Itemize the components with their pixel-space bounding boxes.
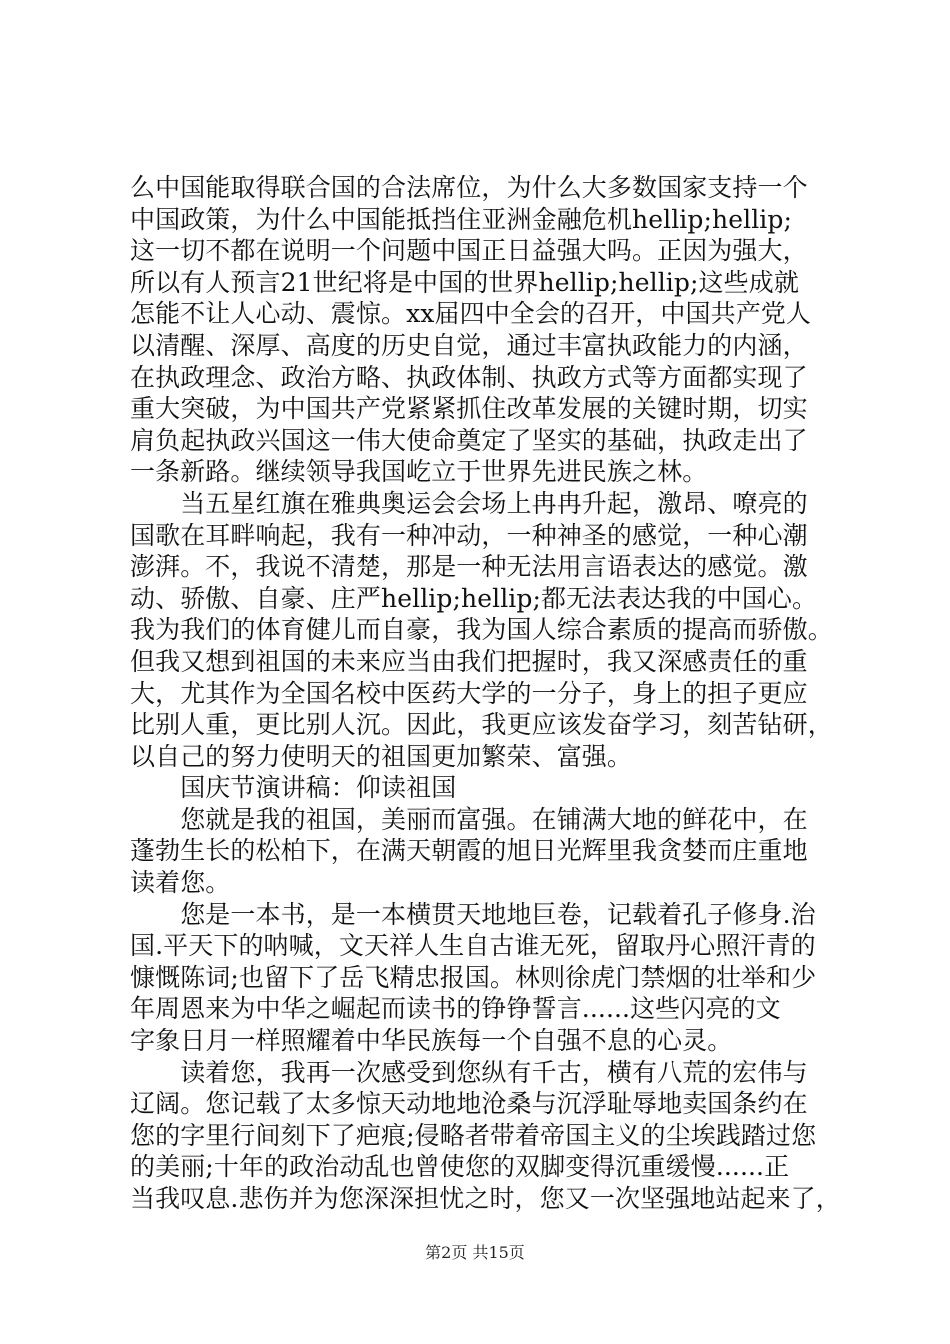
- text-line: 读着您，我再一次感受到您纵有千古，横有八荒的宏伟与: [130, 1057, 808, 1087]
- text-line: 大，尤其作为全国名校中医药大学的一分子，身上的担子更应: [130, 678, 808, 708]
- text-line: 国歌在耳畔响起，我有一种冲动，一种神圣的感觉，一种心潮: [130, 520, 808, 550]
- text-line: 重大突破，为中国共产党紧紧抓住改革发展的关键时期，切实: [130, 394, 808, 424]
- text-line: 以清醒、深厚、高度的历史自觉，通过丰富执政能力的内涵，: [130, 330, 808, 360]
- text-line: 当五星红旗在雅典奥运会会场上冉冉升起，激昂、嘹亮的: [130, 488, 808, 518]
- body-text: [130, 172, 850, 1215]
- text-line: 您是一本书，是一本横贯天地地巨卷，记载着孔子修身.治: [130, 899, 816, 929]
- text-line: 年周恩来为中华之崛起而读书的铮铮誓言......这些闪亮的文: [130, 994, 781, 1024]
- text-line: 读着您。: [130, 868, 231, 898]
- text-line: 辽阔。您记载了太多惊天动地地沧桑与沉浮耻辱地卖国条约在: [130, 1089, 808, 1119]
- text-line: 国庆节演讲稿：仰读祖国: [130, 773, 457, 803]
- text-line: 字象日月一样照耀着中华民族每一个自强不息的心灵。: [130, 1026, 733, 1056]
- text-line: 动、骄傲、自豪、庄严hellip;hellip;都无法表达我的中国心。: [130, 583, 818, 613]
- text-line: 中国政策，为什么中国能抵挡住亚洲金融危机hellip;hellip;: [130, 204, 793, 234]
- text-line: 所以有人预言21世纪将是中国的世界hellip;hellip;这些成就: [130, 267, 799, 297]
- text-line: 肩负起执政兴国这一伟大使命奠定了坚实的基础，执政走出了: [130, 425, 808, 455]
- text-line: 这一切不都在说明一个问题中国正日益强大吗。正因为强大，: [130, 236, 808, 266]
- text-line: 澎湃。不，我说不清楚，那是一种无法用言语表达的感觉。激: [130, 552, 808, 582]
- text-line: 当我叹息.悲伤并为您深深担忧之时，您又一次坚强地站起来了，: [130, 1184, 841, 1213]
- text-line: 一条新路。继续领导我国屹立于世界先进民族之林。: [130, 457, 708, 487]
- text-line: 国.平天下的呐喊，文天祥人生自古谁无死，留取丹心照汗青的: [130, 931, 816, 961]
- page-footer: 第2页 共15页: [425, 1243, 525, 1262]
- text-line: 的美丽;十年的政治动乱也曾使您的双脚变得沉重缓慢......正: [130, 1152, 790, 1182]
- text-line: 您就是我的祖国，美丽而富强。在铺满大地的鲜花中，在: [130, 804, 808, 834]
- text-line: 但我又想到祖国的未来应当由我们把握时，我又深感责任的重: [130, 646, 808, 676]
- text-line: 慷慨陈词;也留下了岳飞精忠报国。林则徐虎门禁烟的壮举和少: [130, 962, 817, 992]
- text-line: 比别人重，更比别人沉。因此，我更应该发奋学习，刻苦钻研，: [130, 710, 833, 740]
- text-line: 在执政理念、政治方略、执政体制、执政方式等方面都实现了: [130, 362, 808, 392]
- text-line: 您的字里行间刻下了疤痕;侵略者带着帝国主义的尘埃践踏过您: [130, 1120, 817, 1150]
- text-line: 么中国能取得联合国的合法席位，为什么大多数国家支持一个: [130, 173, 808, 202]
- text-line: 以自己的努力使明天的祖国更加繁荣、富强。: [130, 741, 633, 771]
- text-line: 我为我们的体育健儿而自豪，我为国人综合素质的提高而骄傲。: [130, 615, 833, 645]
- text-line: 蓬勃生长的松柏下，在满天朝霞的旭日光辉里我贪婪而庄重地: [130, 836, 808, 866]
- text-line: 怎能不让人心动、震惊。xx届四中全会的召开，中国共产党人: [130, 299, 812, 329]
